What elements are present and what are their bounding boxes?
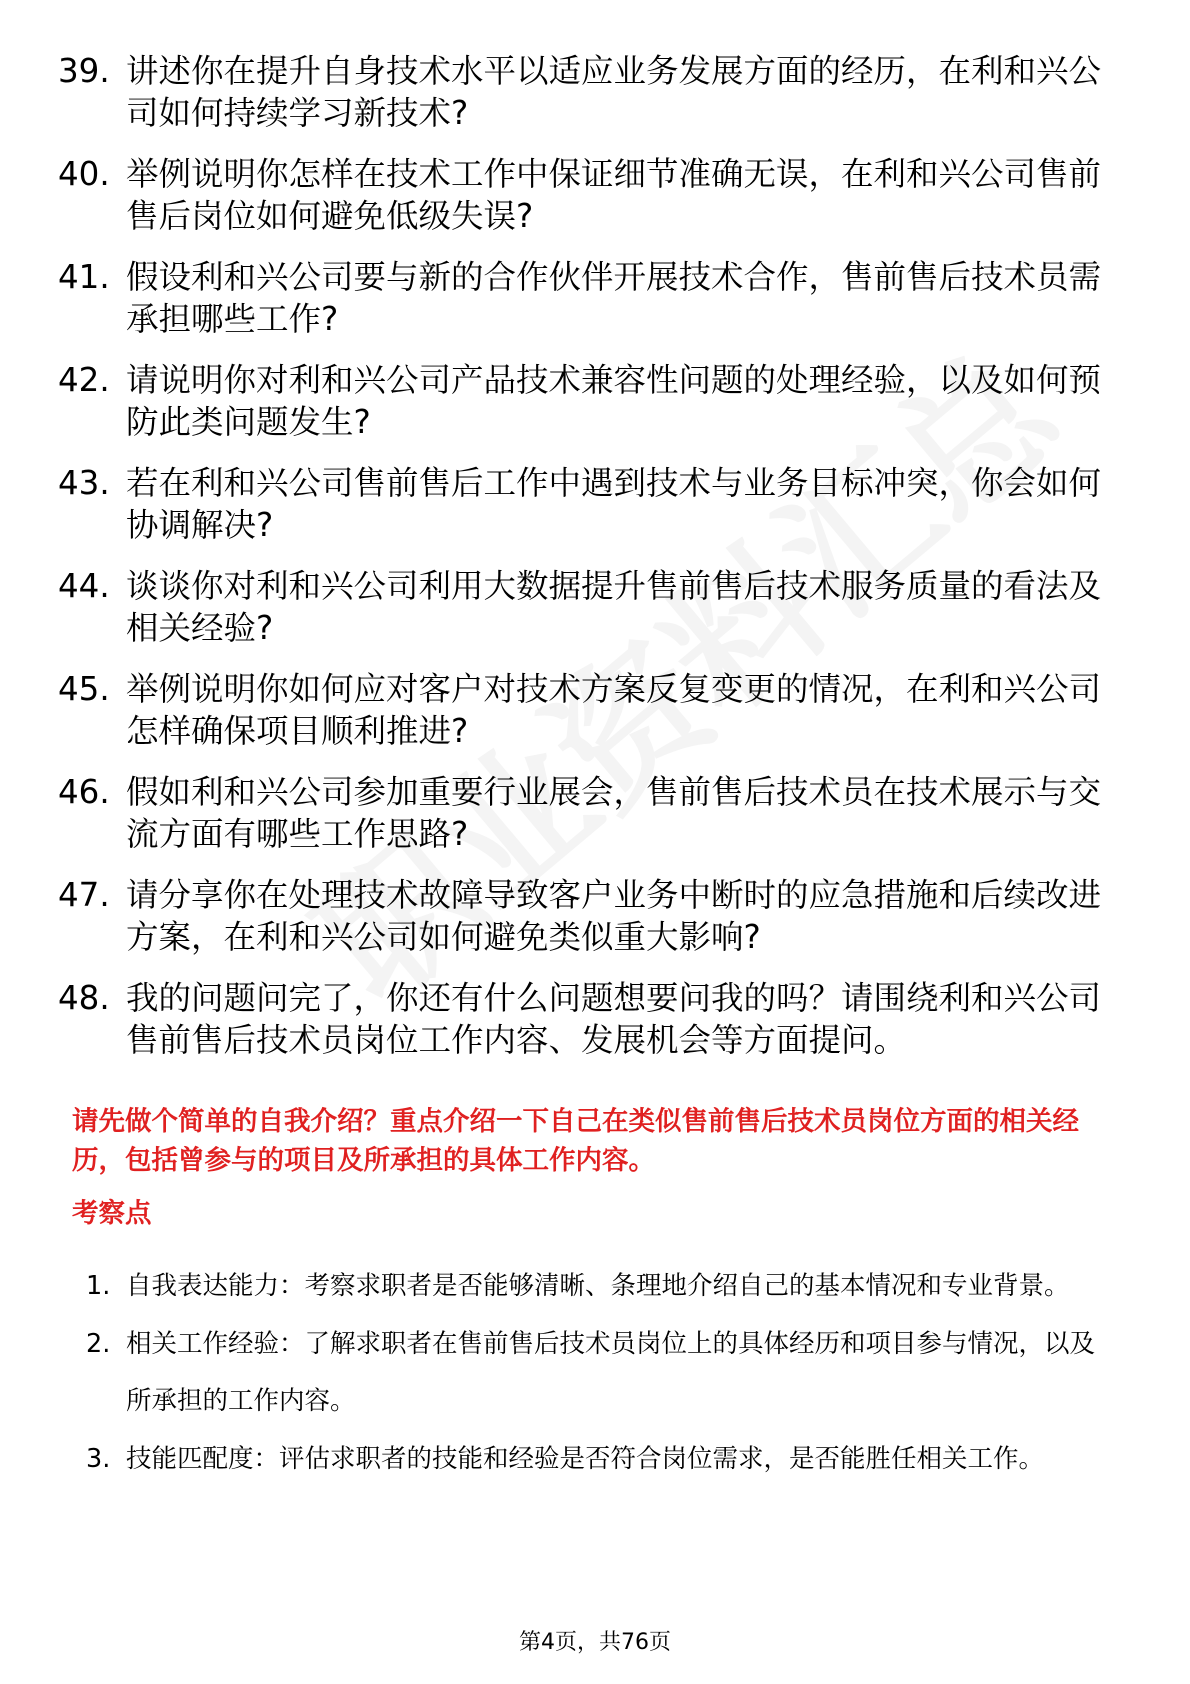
question-text: 讲述你在提升自身技术水平以适应业务发展方面的经历，在利和兴公司如何持续学习新技术?: [126, 52, 1102, 132]
question-text: 假如利和兴公司参加重要行业展会，售前售后技术员在技术展示与交流方面有哪些工作思路?: [126, 773, 1102, 853]
list-item: [86, 1258, 1116, 1315]
question-number: 43.: [58, 464, 110, 502]
page-footer: 第4页，共76页: [519, 1630, 671, 1655]
question-number: 39.: [58, 52, 110, 90]
point-number: 3.: [86, 1444, 111, 1474]
question-number: 45.: [58, 670, 110, 708]
list-item: [86, 1316, 1116, 1430]
list-item: [58, 668, 1113, 752]
question-number: 47.: [58, 876, 110, 914]
list-item: [58, 874, 1113, 958]
question-number: 44.: [58, 567, 110, 605]
point-number: 1.: [86, 1271, 111, 1301]
section-title: 考察点: [72, 1198, 152, 1229]
question-text: 假设利和兴公司要与新的合作伙伴开展技术合作，售前售后技术员需承担哪些工作?: [126, 258, 1102, 338]
point-text: 相关工作经验：了解求职者在售前售后技术员岗位上的具体经历和项目参与情况，以及所承担的工作内容。: [126, 1329, 1096, 1416]
question-number: 46.: [58, 773, 110, 811]
list-item: [58, 462, 1113, 546]
point-number: 2.: [86, 1329, 111, 1359]
question-number: 42.: [58, 361, 110, 399]
question-number: 40.: [58, 155, 110, 193]
list-item: [58, 771, 1113, 855]
question-text: 请说明你对利和兴公司产品技术兼容性问题的处理经验，以及如何预防此类问题发生?: [126, 361, 1102, 441]
point-text: 自我表达能力：考察求职者是否能够清晰、条理地介绍自己的基本情况和专业背景。: [126, 1271, 1070, 1301]
question-text: 若在利和兴公司售前售后工作中遇到技术与业务目标冲突，你会如何协调解决?: [126, 464, 1102, 544]
list-item: [58, 50, 1113, 134]
question-text: 谈谈你对利和兴公司利用大数据提升售前售后技术服务质量的看法及相关经验?: [126, 567, 1102, 647]
list-item: [58, 977, 1113, 1061]
question-text: 请分享你在处理技术故障导致客户业务中断时的应急措施和后续改进方案，在利和兴公司如何避免类似重大影响?: [126, 876, 1102, 956]
question-text: 我的问题问完了，你还有什么问题想要问我的吗？请围绕利和兴公司售前售后技术员岗位工作内容、发展机会等方面提问。: [126, 979, 1102, 1059]
question-number: 41.: [58, 258, 110, 296]
assessment-points-list: [86, 1258, 1116, 1489]
question-text: 举例说明你怎样在技术工作中保证细节准确无误，在利和兴公司售前售后岗位如何避免低级失误?: [126, 155, 1102, 235]
list-item: [58, 256, 1113, 340]
highlight-question: 请先做个简单的自我介绍？重点介绍一下自己在类似售前售后技术员岗位方面的相关经历，包括曾参与的项目及所承担的具体工作内容。: [72, 1106, 1079, 1176]
question-text: 举例说明你如何应对客户对技术方案反复变更的情况，在利和兴公司怎样确保项目顺利推进?: [126, 670, 1102, 750]
question-number: 48.: [58, 979, 110, 1017]
point-text: 技能匹配度：评估求职者的技能和经验是否符合岗位需求，是否能胜任相关工作。: [126, 1444, 1045, 1474]
list-item: [58, 565, 1113, 649]
question-list: [58, 50, 1113, 1080]
list-item: [58, 359, 1113, 443]
list-item: [86, 1431, 1116, 1488]
list-item: [58, 153, 1113, 237]
